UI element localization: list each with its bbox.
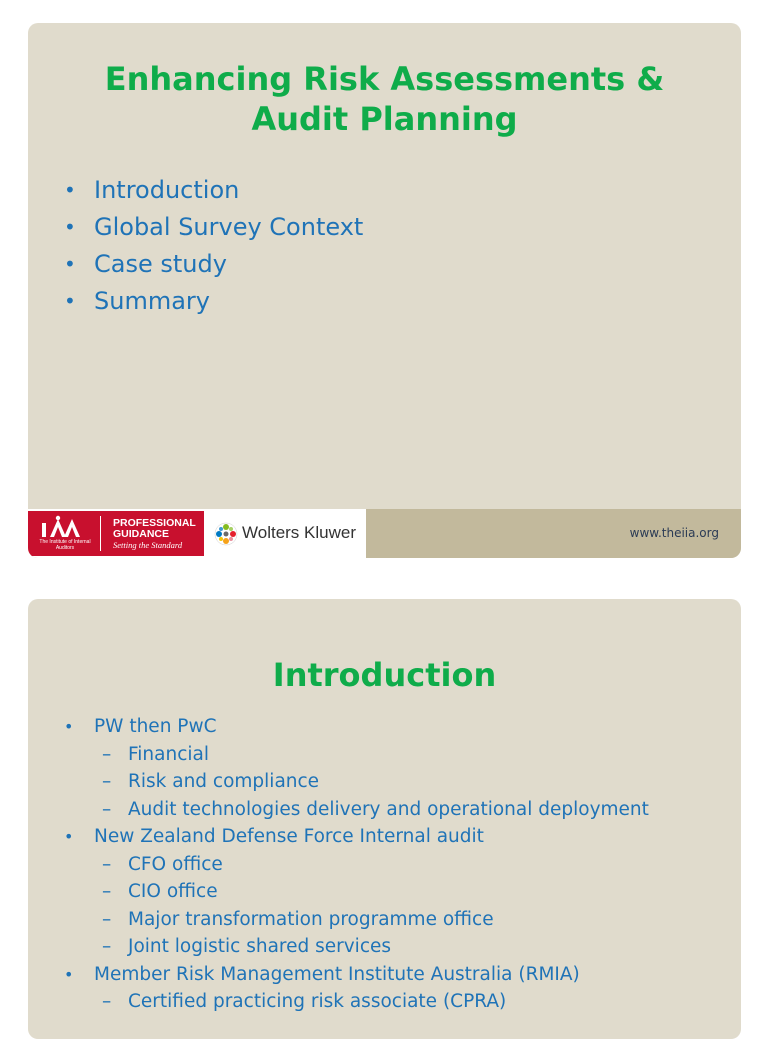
pg-line-guidance: GUIDANCE	[113, 528, 170, 540]
list-item-text: New Zealand Defense Force Internal audit	[94, 826, 484, 847]
list-item	[66, 823, 649, 961]
agenda-item: • Case study	[66, 246, 363, 283]
sub-item: – Major transformation programme office	[94, 906, 649, 934]
slide-title-agenda	[28, 23, 741, 558]
list-item-text: Member Risk Management Institute Australia (RMIA)	[94, 963, 580, 985]
sub-list	[94, 988, 649, 1016]
sub-list	[94, 741, 649, 824]
introduction-list	[66, 713, 649, 1016]
sub-list	[94, 851, 649, 961]
iia-professional-guidance-logo	[28, 511, 204, 556]
footer-url: www.theiia.org	[629, 526, 719, 540]
sub-item: – Risk and compliance	[94, 768, 649, 796]
agenda-item: • Summary	[66, 283, 363, 320]
pg-line-professional: PROFESSIONAL	[113, 517, 196, 529]
agenda-item: • Introduction	[66, 172, 363, 209]
wolters-kluwer-name: Wolters Kluwer	[242, 523, 356, 542]
sub-item: – CIO office	[94, 878, 649, 906]
slide-title	[28, 59, 741, 139]
title-line-1: Enhancing Risk Assessments &	[104, 60, 665, 98]
agenda-item: • Global Survey Context	[66, 209, 363, 246]
sub-item: – Certified practicing risk associate (CPRA)	[94, 988, 649, 1016]
sub-item: – Joint logistic shared services	[94, 933, 649, 961]
slide-introduction	[28, 599, 741, 1039]
agenda-list	[66, 172, 363, 320]
sub-item: – Audit technologies delivery and operational deployment	[94, 796, 649, 824]
list-item-text: PW then PwC	[94, 716, 217, 737]
list-item	[66, 713, 649, 823]
slide-footer	[28, 509, 741, 558]
iia-logo-icon	[36, 515, 92, 539]
sub-item: – CFO office	[94, 851, 649, 879]
iia-logo-text: The Institute of Internal Auditors	[39, 539, 91, 551]
title-line-2: Audit Planning	[251, 100, 518, 138]
pg-tagline: Setting the Standard	[113, 540, 183, 550]
list-item	[66, 961, 649, 1016]
slide-title: Introduction	[272, 656, 497, 694]
sub-item: – Financial	[94, 741, 649, 769]
logo-divider	[100, 516, 101, 551]
wolters-kluwer-logo-icon	[214, 522, 238, 546]
